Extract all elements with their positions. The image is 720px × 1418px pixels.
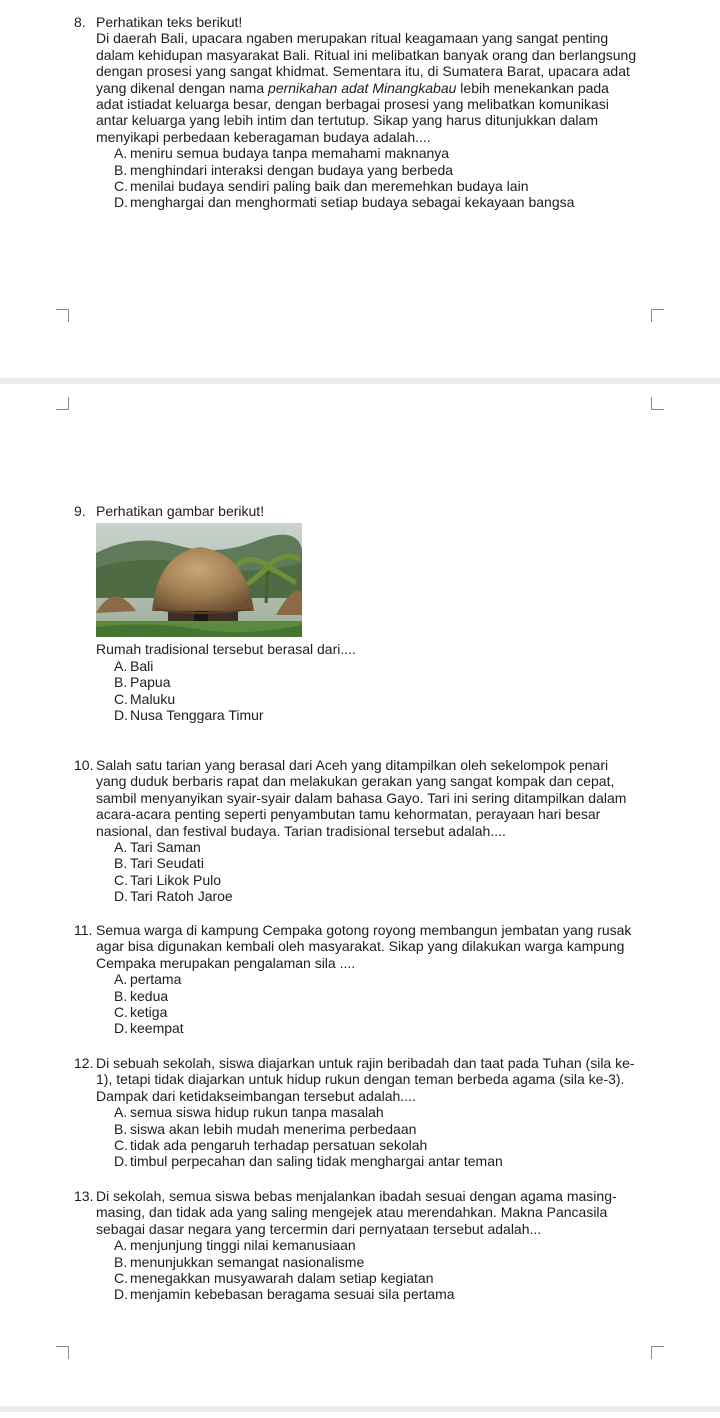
stem-line: sebagai dasar negara yang tercermin dari pernyataan tersebut adalah... (96, 1220, 542, 1237)
option-c[interactable] (114, 1137, 654, 1153)
option-label: D. (114, 707, 128, 724)
option-label: B. (114, 1253, 128, 1270)
option-text: menunjukkan semangat nasionalisme (130, 1253, 365, 1270)
stem-line: agar bisa digunakan kembali oleh masyarakat. Sikap yang dilakukan warga kampung (96, 938, 625, 955)
question-8 (74, 14, 654, 211)
option-text: pertama (130, 971, 182, 988)
option-a[interactable] (114, 839, 654, 855)
stem-line: Perhatikan teks berikut! (96, 14, 243, 30)
option-d[interactable] (114, 1153, 654, 1169)
crop-mark (651, 397, 664, 410)
question-stem (96, 922, 654, 971)
stem-line: nasional, dan festival budaya. Tarian tradisional tersebut adalah.... (96, 822, 506, 839)
option-text: menjamin kebebasan beragama sesuai sila pertama (130, 1286, 455, 1303)
option-text: kedua (130, 987, 169, 1004)
crop-mark (651, 1346, 664, 1359)
question-number: 10. (74, 757, 94, 773)
stem-line: sambil menyanyikan syair-syair dalam bahasa Gayo. Tari ini sering ditampilkan dalam (96, 789, 627, 806)
option-label: D. (114, 1020, 128, 1037)
stem-line: Salah satu tarian yang berasal dari Aceh yang ditampilkan oleh sekelompok penari (96, 757, 609, 773)
option-text: menghargai dan menghormati setiap budaya sebagai kekayaan bangsa (130, 194, 575, 211)
option-text: timbul perpecahan dan saling tidak menghargai antar teman (130, 1153, 503, 1170)
option-b[interactable] (114, 1121, 654, 1137)
stem-line: menyikapi perbedaan keberagaman budaya adalah.... (96, 128, 431, 145)
stem-line: 1), tetapi tidak diajarkan untuk hidup rukun dengan teman berbeda agama (sila ke-3). (96, 1071, 625, 1088)
option-label: C. (114, 1004, 128, 1021)
option-d[interactable] (114, 1020, 654, 1036)
option-text: Papua (130, 674, 171, 691)
option-d[interactable] (114, 194, 654, 210)
crop-mark (56, 397, 69, 410)
page-separator (0, 1406, 720, 1412)
stem-line: Di sekolah, semua siswa bebas menjalankan ibadah sesuai dengan agama masing- (96, 1188, 617, 1204)
option-a[interactable] (114, 971, 654, 987)
option-label: C. (114, 178, 128, 195)
stem-line: dengan prosesi yang sangat khidmat. Sementara itu, di Sumatera Barat, upacara adat (96, 63, 630, 80)
question-number: 9. (74, 503, 86, 519)
option-a[interactable] (114, 1104, 654, 1120)
page-separator (0, 378, 720, 384)
option-text: menilai budaya sendiri paling baik dan meremehkan budaya lain (130, 178, 529, 195)
option-text: Bali (130, 657, 154, 674)
crop-mark (56, 1346, 69, 1359)
answer-options (114, 658, 654, 724)
option-text: semua siswa hidup rukun tanpa masalah (130, 1104, 384, 1121)
answer-options (114, 839, 654, 905)
option-label: D. (114, 1286, 128, 1303)
option-label: C. (114, 871, 128, 888)
option-label: A. (114, 145, 128, 162)
stem-line: Cempaka merupakan pengalaman sila .... (96, 954, 356, 971)
stem-text: yang dikenal dengan nama (96, 79, 269, 96)
question-13 (74, 1188, 654, 1303)
option-text: Tari Saman (130, 839, 201, 856)
option-label: B. (114, 674, 128, 691)
stem-line: adat istiadat keluarga besar, dengan berbagai prosesi yang melibatkan komunikasi (96, 96, 609, 113)
option-text: menegakkan musyawarah dalam setiap kegiatan (130, 1270, 434, 1287)
answer-options (114, 971, 654, 1037)
option-c[interactable] (114, 872, 654, 888)
question-number: 12. (74, 1055, 94, 1071)
question-11 (74, 922, 654, 1037)
stem-line: antar keluarga yang lebih intim dan tertutup. Sikap yang harus ditunjukkan dalam (96, 112, 598, 129)
crop-mark (651, 309, 664, 322)
option-text: menghindari interaksi dengan budaya yang berbeda (130, 161, 454, 178)
question-10 (74, 757, 654, 905)
option-label: C. (114, 690, 128, 707)
stem-line: Di sebuah sekolah, siswa diajarkan untuk rajin beribadah dan taat pada Tuhan (sila ke- (96, 1055, 635, 1071)
question-stem (96, 1055, 654, 1104)
stem-line: Dampak dari ketidakseimbangan tersebut adalah.... (96, 1087, 416, 1104)
option-text: Tari Seudati (130, 855, 204, 872)
option-b[interactable] (114, 855, 654, 871)
option-c[interactable] (114, 1004, 654, 1020)
option-label: D. (114, 888, 128, 905)
question-stem (96, 1188, 654, 1237)
stem-text: lebih menekankan pada (456, 79, 609, 96)
option-c[interactable] (114, 1270, 654, 1286)
option-label: A. (114, 657, 128, 674)
question-9 (74, 503, 654, 723)
question-number: 13. (74, 1188, 94, 1204)
option-label: A. (114, 839, 128, 856)
option-text: keempat (130, 1020, 184, 1037)
option-d[interactable] (114, 888, 654, 904)
option-label: D. (114, 194, 128, 211)
option-text: siswa akan lebih mudah menerima perbedaan (130, 1120, 417, 1137)
stem-line: yang duduk berbaris rapat dan melakukan gerakan yang sangat kompak dan cepat, (96, 773, 615, 790)
crop-mark (56, 309, 69, 322)
stem-line: Semua warga di kampung Cempaka gotong royong membangun jembatan yang rusak (96, 922, 632, 938)
option-text: tidak ada pengaruh terhadap persatuan sekolah (130, 1137, 428, 1154)
option-label: A. (114, 971, 128, 988)
answer-options (114, 1237, 654, 1303)
option-label: B. (114, 855, 128, 872)
option-b[interactable] (114, 162, 654, 178)
option-label: B. (114, 161, 128, 178)
option-text: menjunjung tinggi nilai kemanusiaan (130, 1237, 356, 1254)
option-label: C. (114, 1270, 128, 1287)
question-number: 11. (74, 922, 93, 938)
option-a[interactable] (114, 658, 654, 674)
option-b[interactable] (114, 674, 654, 690)
option-label: B. (114, 1120, 128, 1137)
option-text: Tari Likok Pulo (130, 871, 222, 888)
stem-line: acara-acara penting seperti penyambutan tamu kehormatan, perayaan hari besar (96, 806, 601, 823)
option-label: D. (114, 1153, 128, 1170)
stem-line: dalam kehidupan masyarakat Bali. Ritual ini melibatkan banyak orang dan berlangsung (96, 46, 637, 63)
honai-house-photo (96, 523, 302, 637)
image-caption: Rumah tradisional tersebut berasal dari.... (96, 641, 356, 658)
question-number: 8. (74, 14, 86, 30)
option-text: Nusa Tenggara Timur (130, 707, 264, 724)
answer-options (114, 1104, 654, 1170)
option-b[interactable] (114, 988, 654, 1004)
option-text: Tari Ratoh Jaroe (130, 888, 233, 905)
answer-options (114, 145, 654, 211)
option-d[interactable] (114, 1286, 654, 1302)
question-stem (96, 14, 654, 145)
question-12 (74, 1055, 654, 1170)
question-stem: Perhatikan gambar berikut! (96, 503, 265, 519)
option-label: C. (114, 1137, 128, 1154)
stem-line: Di daerah Bali, upacara ngaben merupakan ritual keagamaan yang sangat penting (96, 30, 609, 47)
option-c[interactable] (114, 691, 654, 707)
question-stem (96, 757, 654, 839)
option-b[interactable] (114, 1254, 654, 1270)
option-a[interactable] (114, 145, 654, 161)
option-d[interactable] (114, 707, 654, 723)
option-label: A. (114, 1104, 128, 1121)
option-c[interactable] (114, 178, 654, 194)
option-text: ketiga (130, 1004, 168, 1021)
stem-line: masing, dan tidak ada yang saling mengejek atau merendahkan. Makna Pancasila (96, 1204, 608, 1221)
option-text: meniru semua budaya tanpa memahami maknanya (130, 145, 450, 162)
option-label: B. (114, 987, 128, 1004)
option-label: A. (114, 1237, 128, 1254)
stem-line (96, 80, 654, 96)
option-a[interactable] (114, 1237, 654, 1253)
stem-italic-term: pernikahan adat Minangkabau (268, 79, 457, 96)
option-text: Maluku (130, 690, 176, 707)
